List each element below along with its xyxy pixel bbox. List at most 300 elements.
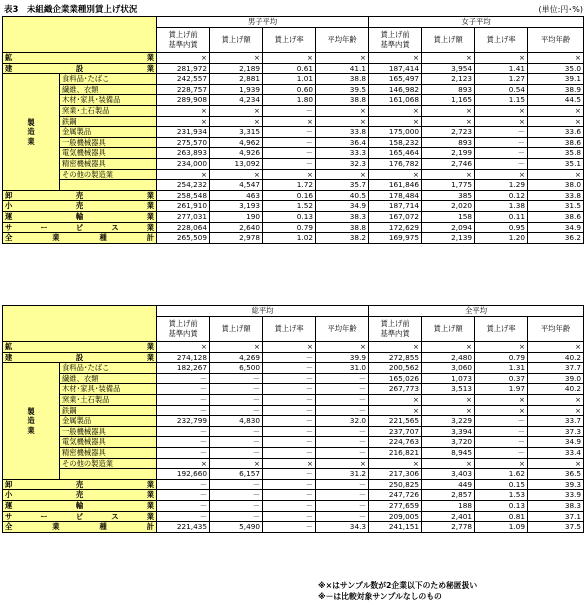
value-cell: 0.11 xyxy=(475,211,528,222)
category-label-text xyxy=(5,490,154,500)
value-cell: 2,189 xyxy=(210,63,263,74)
value-cell: × xyxy=(157,342,210,353)
value-cell: × xyxy=(528,105,584,116)
value-cell: － xyxy=(157,405,210,416)
value-cell: 216,821 xyxy=(369,447,422,458)
category-char: 卸 xyxy=(5,479,13,489)
value-cell: 37.3 xyxy=(528,426,584,437)
value-cell: × xyxy=(369,116,422,127)
category-char: 売 xyxy=(75,479,84,489)
category-char: ス xyxy=(111,222,119,232)
value-cell: 0.13 xyxy=(475,500,528,511)
value-cell: 8,945 xyxy=(422,447,475,458)
value-cell: 2,139 xyxy=(422,233,475,244)
column-header xyxy=(528,317,584,342)
column-header xyxy=(157,28,210,53)
column-header-line: 賃上げ額 xyxy=(221,35,251,45)
value-cell: × xyxy=(422,458,475,469)
value-cell: 0.12 xyxy=(475,190,528,201)
value-cell: 3,720 xyxy=(422,437,475,448)
value-cell: 37.7 xyxy=(528,363,584,374)
group-header-row xyxy=(3,17,584,28)
table-row xyxy=(3,201,584,212)
value-cell: 228,064 xyxy=(157,222,210,233)
value-cell: 1.15 xyxy=(475,95,528,106)
value-cell: 1.62 xyxy=(475,469,528,480)
column-header-line: 賃上げ率 xyxy=(274,324,304,334)
subcategory-label: その他の製造業 xyxy=(60,169,157,180)
table-row xyxy=(3,233,584,244)
value-cell: 38.3 xyxy=(528,500,584,511)
value-cell: 33.3 xyxy=(316,148,369,159)
value-cell: 0.16 xyxy=(263,190,316,201)
value-cell: － xyxy=(210,373,263,384)
value-cell: 175,000 xyxy=(369,127,422,138)
value-cell: － xyxy=(210,426,263,437)
value-cell: 165,026 xyxy=(369,373,422,384)
table-row xyxy=(3,84,584,95)
table-row xyxy=(3,458,584,469)
value-cell: × xyxy=(422,169,475,180)
value-cell: 40.2 xyxy=(528,352,584,363)
value-cell: 165,464 xyxy=(369,148,422,159)
value-cell: × xyxy=(528,394,584,405)
category-char: 業 xyxy=(146,211,155,221)
column-header-line: 平均年齢 xyxy=(327,35,357,45)
value-cell: － xyxy=(263,384,316,395)
value-cell: 38.8 xyxy=(316,95,369,106)
table-row xyxy=(3,95,584,106)
category-char: 計 xyxy=(146,233,154,243)
table-row xyxy=(3,373,584,384)
page-title: 表3 未組織企業業種別賃上げ状況 xyxy=(4,5,138,15)
value-cell: 3,229 xyxy=(422,416,475,427)
category-char: 業 xyxy=(146,201,155,211)
value-cell: × xyxy=(528,405,584,416)
value-cell: 275,570 xyxy=(157,137,210,148)
value-cell: 0.79 xyxy=(263,222,316,233)
value-cell: × xyxy=(316,342,369,353)
value-cell: － xyxy=(263,447,316,458)
category-label xyxy=(3,479,157,490)
value-cell: × xyxy=(528,342,584,353)
category-char: 売 xyxy=(75,190,84,200)
value-cell: × xyxy=(528,458,584,469)
category-label xyxy=(3,511,157,522)
value-cell: 221,435 xyxy=(157,522,210,533)
value-cell: 165,497 xyxy=(369,74,422,85)
value-cell: 6,500 xyxy=(210,363,263,374)
value-cell: 31.5 xyxy=(528,201,584,212)
subcategory-label: 食料品･たばこ xyxy=(60,363,157,374)
category-char: 売 xyxy=(75,490,84,500)
value-cell: 35.0 xyxy=(528,63,584,74)
value-cell: 176,782 xyxy=(369,158,422,169)
category-char: ー xyxy=(40,222,48,232)
value-cell: － xyxy=(475,127,528,138)
value-cell: 272,855 xyxy=(369,352,422,363)
value-cell: 192,660 xyxy=(157,469,210,480)
value-cell: 0.15 xyxy=(475,479,528,490)
category-char: 計 xyxy=(146,522,154,532)
value-cell: 242,557 xyxy=(157,74,210,85)
value-cell: 2,094 xyxy=(422,222,475,233)
table-row xyxy=(3,405,584,416)
subcategory-label: 電気機械器具 xyxy=(60,437,157,448)
category-label xyxy=(3,490,157,501)
value-cell: 1,165 xyxy=(422,95,475,106)
value-cell: 4,234 xyxy=(210,95,263,106)
column-header-line: 平均年齢 xyxy=(540,35,571,45)
value-cell: 2,881 xyxy=(210,74,263,85)
category-label-text xyxy=(5,212,154,222)
value-cell: 2,123 xyxy=(422,74,475,85)
category-label-text xyxy=(5,522,154,532)
value-cell: 38.2 xyxy=(316,233,369,244)
value-cell: － xyxy=(316,426,369,437)
value-cell: 0.60 xyxy=(263,84,316,95)
value-cell: － xyxy=(316,479,369,490)
table-row xyxy=(3,469,584,480)
value-cell: 3,954 xyxy=(422,63,475,74)
value-cell: 35.1 xyxy=(528,158,584,169)
value-cell: 254,232 xyxy=(157,180,210,191)
subcategory-label: 精密機械器具 xyxy=(60,158,157,169)
subcategory-label: 一般機械器具 xyxy=(60,426,157,437)
category-label-text xyxy=(5,501,154,511)
column-header xyxy=(528,28,584,53)
value-cell: 1.52 xyxy=(263,201,316,212)
column-header-line: 平均年齢 xyxy=(327,324,357,334)
column-header xyxy=(369,317,422,342)
column-header-line: 基準内賃 xyxy=(380,329,410,338)
table-row xyxy=(3,148,584,159)
table-row xyxy=(3,127,584,138)
column-header xyxy=(263,28,316,53)
value-cell: 187,414 xyxy=(369,63,422,74)
value-cell: 267,773 xyxy=(369,384,422,395)
value-cell: 2,199 xyxy=(422,148,475,159)
value-cell: 893 xyxy=(422,84,475,95)
subcategory-label: 一般機械器具 xyxy=(60,137,157,148)
category-char: 小 xyxy=(5,201,13,211)
category-char: 鉱 xyxy=(5,53,13,62)
footnote-2: ※－は比較対象サンプルなしのもの xyxy=(318,592,442,601)
wage-table-2 xyxy=(2,305,584,533)
manufacturing-char: 製 xyxy=(27,406,35,416)
value-cell: － xyxy=(263,405,316,416)
value-cell: － xyxy=(263,479,316,490)
value-cell: 13,092 xyxy=(210,158,263,169)
subcategory-label: 窯業･土石製品 xyxy=(60,394,157,405)
value-cell: 4,269 xyxy=(210,352,263,363)
column-header xyxy=(263,317,316,342)
value-cell: 158,232 xyxy=(369,137,422,148)
value-cell: 232,799 xyxy=(157,416,210,427)
column-header-line: 賃上げ額 xyxy=(433,35,463,45)
table-row xyxy=(3,211,584,222)
value-cell: － xyxy=(210,384,263,395)
value-cell: 228,757 xyxy=(157,84,210,95)
value-cell: × xyxy=(369,53,422,64)
category-char: 小 xyxy=(5,490,13,500)
value-cell: 35.7 xyxy=(316,180,369,191)
value-cell: 2,778 xyxy=(422,522,475,533)
group-header: 全平均 xyxy=(369,306,584,317)
value-cell: 36.2 xyxy=(528,233,584,244)
value-cell: 2,746 xyxy=(422,158,475,169)
column-header xyxy=(210,317,263,342)
value-cell: × xyxy=(475,53,528,64)
category-char: ス xyxy=(111,511,119,521)
value-cell: － xyxy=(210,511,263,522)
corner-cell xyxy=(3,17,157,53)
value-cell: 39.0 xyxy=(528,373,584,384)
value-cell: － xyxy=(263,127,316,138)
value-cell: × xyxy=(422,53,475,64)
column-header-line: 基準内賃 xyxy=(168,329,198,338)
value-cell: × xyxy=(210,169,263,180)
category-char: 輸 xyxy=(75,500,84,510)
value-cell: 234,000 xyxy=(157,158,210,169)
value-cell: 1,775 xyxy=(422,180,475,191)
value-cell: 241,151 xyxy=(369,522,422,533)
column-header-line: 基準内賃 xyxy=(168,40,198,49)
value-cell: － xyxy=(263,500,316,511)
table-row xyxy=(3,479,584,490)
value-cell: 3,394 xyxy=(422,426,475,437)
value-cell: 38.0 xyxy=(528,180,584,191)
table-row xyxy=(3,116,584,127)
category-char: 売 xyxy=(75,201,84,211)
table-row xyxy=(3,352,584,363)
value-cell: － xyxy=(263,469,316,480)
value-cell: 3,315 xyxy=(210,127,263,138)
value-cell: － xyxy=(316,373,369,384)
value-cell: 182,267 xyxy=(157,363,210,374)
category-label xyxy=(3,500,157,511)
value-cell: － xyxy=(316,437,369,448)
value-cell: × xyxy=(422,105,475,116)
value-cell: 158 xyxy=(422,211,475,222)
value-cell: － xyxy=(263,363,316,374)
category-char: ビ xyxy=(75,511,84,521)
table-row xyxy=(3,522,584,533)
category-char: 種 xyxy=(99,522,107,532)
value-cell: 221,565 xyxy=(369,416,422,427)
value-cell: × xyxy=(475,116,528,127)
value-cell: 1.09 xyxy=(475,522,528,533)
value-cell: 217,306 xyxy=(369,469,422,480)
value-cell: × xyxy=(157,116,210,127)
corner-cell xyxy=(3,306,157,342)
value-cell: 5,490 xyxy=(210,522,263,533)
value-cell: 247,726 xyxy=(369,490,422,501)
column-header-line: 平均年齢 xyxy=(540,324,571,334)
value-cell: 893 xyxy=(422,137,475,148)
category-label-text xyxy=(5,201,154,211)
category-label-text xyxy=(5,223,154,233)
value-cell: × xyxy=(210,105,263,116)
category-char: 鉱 xyxy=(5,342,13,351)
value-cell: × xyxy=(316,458,369,469)
value-cell: × xyxy=(157,105,210,116)
value-cell: 277,031 xyxy=(157,211,210,222)
value-cell: － xyxy=(210,479,263,490)
value-cell: 463 xyxy=(210,190,263,201)
value-cell: 263,893 xyxy=(157,148,210,159)
value-cell: 385 xyxy=(422,190,475,201)
category-label xyxy=(3,342,157,353)
category-label xyxy=(3,233,157,244)
table-row xyxy=(3,180,584,191)
value-cell: 33.9 xyxy=(528,490,584,501)
category-char: 業 xyxy=(146,479,155,489)
value-cell: 33.6 xyxy=(528,127,584,138)
value-cell: 3,060 xyxy=(422,363,475,374)
value-cell: 1.38 xyxy=(475,201,528,212)
category-label xyxy=(3,211,157,222)
manufacturing-char: 製 xyxy=(27,117,35,127)
category-char: 業 xyxy=(52,233,60,243)
table-row xyxy=(3,426,584,437)
value-cell: × xyxy=(157,458,210,469)
value-cell: 167,072 xyxy=(369,211,422,222)
value-cell: × xyxy=(263,116,316,127)
category-label xyxy=(3,352,157,363)
column-header-line: 賃上げ前 xyxy=(380,319,410,329)
value-cell: × xyxy=(369,405,422,416)
value-cell: － xyxy=(210,447,263,458)
category-label xyxy=(3,222,157,233)
value-cell: － xyxy=(157,437,210,448)
value-cell: － xyxy=(157,490,210,501)
subcategory-label: 電気機械器具 xyxy=(60,148,157,159)
value-cell: － xyxy=(157,394,210,405)
value-cell: 33.8 xyxy=(528,190,584,201)
value-cell: 2,020 xyxy=(422,201,475,212)
value-cell: － xyxy=(316,394,369,405)
value-cell: 33.4 xyxy=(528,447,584,458)
value-cell: 39.1 xyxy=(528,74,584,85)
subcategory-label xyxy=(60,180,157,191)
value-cell: 178,484 xyxy=(369,190,422,201)
column-header xyxy=(369,28,422,53)
value-cell: － xyxy=(475,447,528,458)
category-label-text xyxy=(5,191,154,201)
value-cell: 37.5 xyxy=(528,522,584,533)
value-cell: 32.0 xyxy=(316,416,369,427)
value-cell: 6,157 xyxy=(210,469,263,480)
value-cell: － xyxy=(210,394,263,405)
value-cell: 33.7 xyxy=(528,416,584,427)
value-cell: 32.3 xyxy=(316,158,369,169)
value-cell: 39.3 xyxy=(528,479,584,490)
value-cell: × xyxy=(210,342,263,353)
table-row xyxy=(3,74,584,85)
value-cell: 2,723 xyxy=(422,127,475,138)
column-header-line: 賃上げ額 xyxy=(433,324,463,334)
value-cell: 3,193 xyxy=(210,201,263,212)
value-cell: － xyxy=(475,158,528,169)
value-cell: 250,825 xyxy=(369,479,422,490)
value-cell: 1.02 xyxy=(263,233,316,244)
column-header-line: 賃上げ前 xyxy=(168,30,198,40)
value-cell: 38.8 xyxy=(316,222,369,233)
category-char: 業 xyxy=(146,352,155,362)
column-header xyxy=(422,317,475,342)
value-cell: 1.01 xyxy=(263,74,316,85)
value-cell: × xyxy=(316,105,369,116)
category-char: 設 xyxy=(75,352,84,362)
table-row xyxy=(3,437,584,448)
value-cell: × xyxy=(475,458,528,469)
category-char: 輸 xyxy=(75,211,84,221)
value-cell: 38.6 xyxy=(528,137,584,148)
value-cell: 37.1 xyxy=(528,511,584,522)
value-cell: － xyxy=(316,384,369,395)
value-cell: － xyxy=(263,158,316,169)
subcategory-label: 木材･家具･装備品 xyxy=(60,384,157,395)
value-cell: × xyxy=(210,53,263,64)
value-cell: － xyxy=(475,148,528,159)
value-cell: 39.9 xyxy=(316,352,369,363)
value-cell: － xyxy=(475,437,528,448)
value-cell: × xyxy=(263,53,316,64)
column-header xyxy=(157,317,210,342)
column-header xyxy=(210,28,263,53)
value-cell: 2,640 xyxy=(210,222,263,233)
category-label-text xyxy=(5,480,154,490)
subcategory-label: 金属製品 xyxy=(60,127,157,138)
value-cell: 33.8 xyxy=(316,127,369,138)
subcategory-label: 鉄鋼 xyxy=(60,405,157,416)
value-cell: － xyxy=(210,405,263,416)
value-cell: － xyxy=(263,148,316,159)
value-cell: × xyxy=(263,342,316,353)
value-cell: 34.9 xyxy=(528,222,584,233)
table-row xyxy=(3,169,584,180)
table-row xyxy=(3,53,584,64)
value-cell: 231,934 xyxy=(157,127,210,138)
column-header-line: 賃上げ率 xyxy=(486,35,516,45)
value-cell: × xyxy=(475,394,528,405)
value-cell: － xyxy=(475,137,528,148)
group-header: 女子平均 xyxy=(369,17,584,28)
value-cell: 1,939 xyxy=(210,84,263,95)
table-row xyxy=(3,394,584,405)
value-cell: × xyxy=(369,342,422,353)
value-cell: × xyxy=(316,116,369,127)
value-cell: 200,562 xyxy=(369,363,422,374)
value-cell: × xyxy=(475,169,528,180)
value-cell: 38.9 xyxy=(528,84,584,95)
value-cell: 449 xyxy=(422,479,475,490)
table-row xyxy=(3,158,584,169)
value-cell: － xyxy=(263,394,316,405)
value-cell: 35.8 xyxy=(528,148,584,159)
value-cell: × xyxy=(157,53,210,64)
value-cell: － xyxy=(263,352,316,363)
value-cell: × xyxy=(157,169,210,180)
category-char: 建 xyxy=(5,352,13,362)
manufacturing-label xyxy=(3,74,60,191)
table-row xyxy=(3,342,584,353)
value-cell: － xyxy=(157,384,210,395)
value-cell: 261,910 xyxy=(157,201,210,212)
value-cell: × xyxy=(422,405,475,416)
category-label xyxy=(3,190,157,201)
